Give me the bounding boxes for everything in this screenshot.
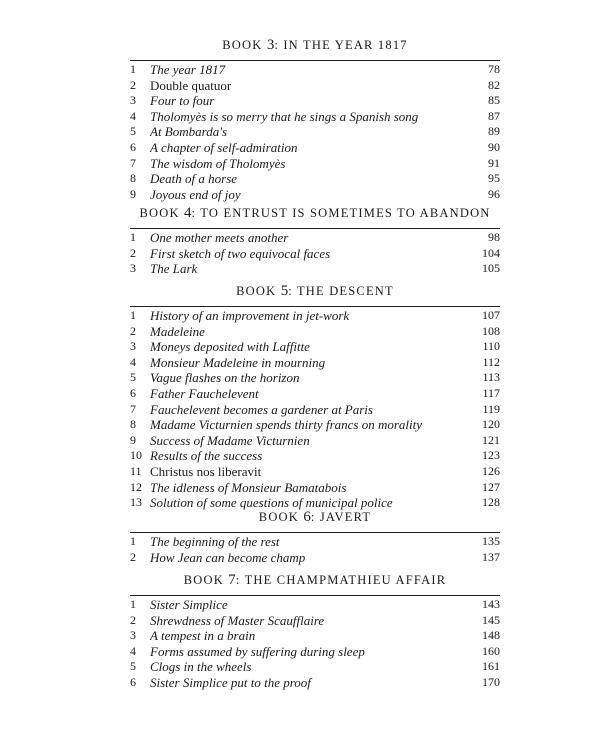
chapter-title: The idleness of Monsieur Bamatabois [150,479,347,495]
chapter-entry [130,78,500,94]
chapter-title: Success of Madame Victurnien [150,432,310,448]
book-heading: BOOK 6: JAVERT [258,509,372,525]
chapter-entry [130,659,500,675]
chapter-number: 4 [130,354,136,369]
chapter-page: 137 [482,549,500,564]
chapter-number: 12 [130,479,142,494]
chapter-list [130,534,500,565]
chapter-title: Sister Simplice put to the proof [150,674,311,690]
chapter-entry [130,324,500,340]
chapter-page: 170 [482,674,500,689]
chapter-page: 107 [482,308,500,322]
heading-rule [130,228,500,229]
chapter-title: Vague flashes on the horizon [150,370,300,386]
chapter-page: 161 [482,659,500,674]
chapter-entry [130,124,500,140]
chapter-entry [130,464,500,480]
chapter-entry [130,246,500,262]
chapter-title: The wisdom of Tholomyès [150,155,286,171]
chapter-entry [130,644,500,660]
chapter-page: 119 [482,401,500,416]
chapter-title: The year 1817 [150,62,226,77]
book-heading: BOOK 5: THE DESCENT [236,283,394,299]
chapter-page: 89 [488,124,500,139]
chapter-title: Father Fauchelevent [150,385,259,401]
chapter-entry [130,370,500,386]
chapter-page: 105 [482,261,500,276]
chapter-page: 91 [488,155,500,170]
chapter-page: 90 [488,139,500,154]
chapter-number: 7 [130,155,136,170]
chapter-entry [130,261,500,277]
chapter-entry [130,480,500,496]
chapter-page: 127 [482,479,500,494]
chapter-page: 96 [488,186,500,201]
chapter-entry [130,448,500,464]
chapter-number: 6 [130,674,136,689]
chapter-entry [130,402,500,418]
book-name: THE DESCENT [296,284,394,298]
chapter-page: 95 [488,171,500,186]
chapter-number: 3 [130,339,136,354]
chapter-page: 78 [488,62,500,76]
heading-rule [130,595,500,596]
book-section [130,36,500,202]
book-number: 5 [280,283,289,299]
chapter-page: 104 [482,245,500,260]
chapter-entry [130,187,500,203]
chapter-title: Moneys deposited with Laffitte [150,339,310,355]
book-section [130,282,500,511]
book-section [130,571,500,691]
chapter-entry [130,550,500,566]
chapter-entry [130,433,500,449]
book-prefix: BOOK [222,38,263,52]
chapter-number: 8 [130,417,136,432]
chapter-title: Fauchelevent becomes a gardener at Paris [150,401,373,417]
chapter-page: 117 [482,385,500,400]
chapter-number: 1 [130,62,136,76]
chapter-entry [130,308,500,324]
book-section [130,204,500,277]
book-heading: BOOK 7: THE CHAMPMATHIEU AFFAIR [183,572,447,588]
chapter-title: Double quatuor [150,77,232,93]
chapter-page: 108 [482,323,500,338]
book-name: IN THE YEAR 1817 [283,38,408,52]
chapter-title: Tholomyès is so merry that he sings a Spanish song [150,108,419,124]
book-prefix: BOOK [139,206,180,220]
chapter-number: 3 [130,93,136,108]
chapter-title: Four to four [150,93,215,109]
chapter-number: 5 [130,370,136,385]
chapter-number: 4 [130,108,136,123]
book-name: JAVERT [319,510,372,524]
chapter-title: Madeleine [150,323,205,339]
chapter-title: Joyous end of joy [150,186,241,202]
chapter-title: Christus nos liberavit [150,463,262,479]
chapter-number: 6 [130,385,136,400]
book-prefix: BOOK [258,510,299,524]
chapter-list [130,230,500,277]
chapter-number: 1 [130,597,136,611]
chapter-title: First sketch of two equivocal faces [150,245,331,261]
chapter-number: 7 [130,401,136,416]
chapter-number: 1 [130,230,136,244]
chapter-number: 5 [130,659,136,674]
chapter-number: 13 [130,495,142,510]
chapter-number: 2 [130,612,136,627]
chapter-title: Madame Victurnien spends thirty francs on morality [150,417,423,433]
chapter-entry [130,93,500,109]
chapter-title: Shrewdness of Master Scaufflaire [150,612,325,628]
chapter-number: 9 [130,432,136,447]
chapter-page: 85 [488,93,500,108]
chapter-page: 121 [482,432,500,447]
chapter-page: 160 [482,643,500,658]
chapter-title: History of an improvement in jet-work [150,308,350,323]
chapter-list [130,62,500,202]
chapter-entry [130,534,500,550]
chapter-entry [130,156,500,172]
book-number: 6 [303,509,311,525]
chapter-title: Clogs in the wheels [150,659,252,675]
chapter-entry [130,339,500,355]
chapter-title: At Bombarda's [150,124,228,140]
chapter-title: A tempest in a brain [150,628,256,644]
book-section [130,508,500,565]
chapter-page: 113 [482,370,500,385]
chapter-entry [130,675,500,691]
chapter-page: 143 [482,597,500,611]
chapter-number: 4 [130,643,136,658]
chapter-number: 1 [130,534,136,548]
heading-rule [130,306,500,307]
chapter-number: 3 [130,261,136,276]
chapter-page: 148 [482,628,500,643]
chapter-page: 110 [482,339,500,354]
chapter-title: Solution of some questions of municipal police [150,495,393,511]
chapter-entry [130,109,500,125]
chapter-title: Death of a horse [150,171,238,187]
chapter-number: 2 [130,549,136,564]
heading-rule [130,60,500,61]
book-prefix: BOOK [236,284,277,298]
heading-rule [130,532,500,533]
chapter-list [130,597,500,691]
chapter-title: One mother meets another [150,230,289,245]
book-name: TO ENTRUST IS SOMETIMES TO ABANDON [200,206,491,220]
chapter-entry [130,140,500,156]
book-name: THE CHAMPMATHIEU AFFAIR [244,573,447,587]
chapter-page: 126 [482,463,500,478]
chapter-entry [130,386,500,402]
chapter-entry [130,628,500,644]
chapter-entry [130,171,500,187]
chapter-title: Monsieur Madeleine in mourning [150,354,326,370]
chapter-title: The Lark [150,261,198,277]
chapter-title: Forms assumed by suffering during sleep [150,643,365,659]
chapter-number: 2 [130,245,136,260]
book-number: 7 [228,572,236,588]
chapter-number: 5 [130,124,136,139]
chapter-number: 3 [130,628,136,643]
chapter-entry [130,417,500,433]
chapter-title: The beginning of the rest [150,534,280,549]
chapter-number: 10 [130,448,142,463]
chapter-page: 135 [482,534,500,548]
book-prefix: BOOK [183,573,224,587]
chapter-entry [130,597,500,613]
chapter-entry [130,62,500,78]
chapter-title: A chapter of self-admiration [150,139,298,155]
chapter-entry [130,613,500,629]
chapter-number: 2 [130,77,136,92]
chapter-number: 11 [130,463,142,478]
chapter-page: 128 [482,495,500,510]
chapter-page: 123 [482,448,500,463]
chapter-number: 6 [130,139,136,154]
chapter-number: 9 [130,186,136,201]
chapter-page: 98 [488,230,500,244]
chapter-page: 87 [488,108,500,123]
chapter-title: Sister Simplice [150,597,228,612]
chapter-title: How Jean can become champ [150,549,306,565]
chapter-page: 120 [482,417,500,432]
chapter-number: 1 [130,308,136,322]
chapter-entry [130,355,500,371]
chapter-number: 8 [130,171,136,186]
chapter-page: 145 [482,612,500,627]
chapter-page: 112 [482,354,500,369]
book-number: 4 [184,205,192,221]
chapter-list [130,308,500,511]
chapter-title: Results of the success [150,448,263,464]
book-number: 3 [266,37,275,53]
chapter-page: 82 [488,77,500,92]
chapter-number: 2 [130,323,136,338]
book-heading: BOOK 3: IN THE YEAR 1817 [222,37,408,53]
book-heading: BOOK 4: TO ENTRUST IS SOMETIMES TO ABANDON [139,205,491,221]
chapter-entry [130,230,500,246]
